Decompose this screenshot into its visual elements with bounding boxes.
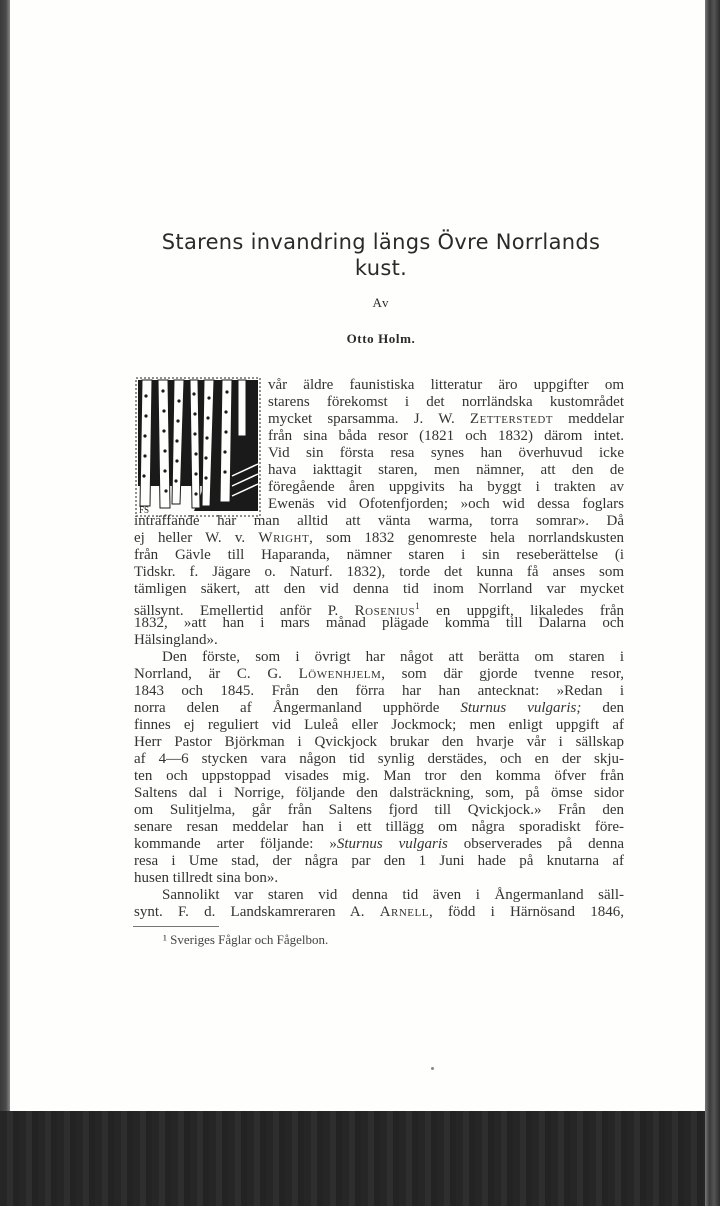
text-line: [134, 785, 624, 802]
author-reference: Zetterstedt: [469, 411, 554, 427]
text-segment: meddelar: [553, 411, 624, 427]
author-reference: Löwenhjelm: [298, 666, 382, 682]
text-segment: tämligen säkert, att den vid denna tid inom Norrland var mycket: [134, 581, 624, 597]
author-reference: Arnell: [379, 904, 429, 920]
text-segment: ten och uppstoppad visades mig. Man tror den komma öfver från: [134, 768, 624, 784]
text-segment: starens förekomst i det norrländska kustområdet: [268, 394, 624, 410]
text-line: [134, 530, 624, 547]
scan-edge-left: [0, 0, 10, 1111]
text-line: [134, 700, 624, 717]
text-segment: Vid sin första resa synes han överhuvud icke: [268, 445, 624, 461]
footnote-marker: 1: [415, 601, 420, 611]
text-segment: den: [581, 700, 624, 716]
article-title-continued: kust.: [354, 256, 408, 280]
text-line: [134, 564, 624, 581]
author-reference: Rosenius: [354, 603, 416, 619]
text-segment: Norrland, är C. G.: [134, 666, 299, 682]
text-segment: husen tillredt sina bon».: [134, 870, 279, 886]
article-body: [134, 377, 624, 921]
text-segment: ej heller W. v.: [134, 530, 259, 546]
text-segment: norra delen af Ångermanland upphörde: [134, 700, 461, 716]
text-segment: senare resan meddelar han i ett tillägg om några sporadiskt före-: [134, 819, 624, 835]
text-segment: föregående åren uppgivits ha byggt i trakten av: [268, 479, 624, 495]
species-name: Sturnus vulgaris: [336, 836, 448, 852]
text-line: [134, 445, 624, 462]
byline-prefix: Av: [372, 295, 390, 310]
text-segment: synt. F. d. Landskamreraren A.: [134, 904, 380, 920]
svg-text:FS: FS: [139, 505, 150, 515]
text-segment: en uppgift, likaledes från: [419, 603, 624, 619]
text-segment: vår äldre faunistiska litteratur äro uppgifter om: [268, 377, 624, 393]
text-line: [134, 377, 624, 394]
species-name: Sturnus vulgaris;: [460, 700, 582, 716]
text-line: [134, 870, 624, 887]
text-segment: , född i Härnösand 1846,: [428, 904, 624, 920]
text-line: [134, 751, 624, 768]
text-line: [134, 513, 624, 530]
text-line: [134, 462, 624, 479]
text-segment: Hälsingland».: [134, 632, 218, 648]
text-line: [134, 581, 624, 598]
text-segment: 1843 och 1845. Från den förra har han antecknat: »Redan i: [134, 683, 624, 699]
text-segment: observerades på denna: [447, 836, 624, 852]
text-segment: 1832, »att han i mars månad plägade komma till Dalarna och: [134, 615, 624, 631]
text-segment: hava iakttagit staren, men nämner, att den de: [268, 462, 624, 478]
author-reference: Wright: [258, 530, 310, 546]
text-line: [134, 819, 624, 836]
text-line: [134, 836, 624, 853]
text-line: [134, 394, 624, 411]
text-line: [134, 768, 624, 785]
text-segment: från Gävle till Haparanda, nämner staren i sin reseberättelse (i: [134, 547, 624, 563]
text-segment: Herr Pastor Björkman i Qvickjock brukar den hvarje vår i sällskap: [134, 734, 624, 750]
text-line: [134, 479, 624, 496]
text-segment: kommande arter följande: »: [134, 836, 337, 852]
text-line: [134, 666, 624, 683]
text-segment: Tidskr. f. Jägare o. Naturf. 1832), torde det kunna få anses som: [134, 564, 624, 580]
text-segment: Ewenäs vid Ofotenfjorden; »och wid dessa foglars: [268, 496, 624, 512]
text-line: [134, 598, 624, 619]
text-line: [134, 411, 624, 428]
text-line: [134, 887, 624, 904]
scan-speck: [431, 1067, 434, 1070]
text-segment: af 4—6 stycken vara någon tid synlig derstädes, och en der skju-: [134, 751, 624, 767]
footnote: ¹ Sveriges Fåglar och Fågelbon.: [163, 932, 329, 947]
text-line: [134, 683, 624, 700]
article-title: Starens invandring längs Övre Norrlands: [161, 230, 601, 254]
footnote-divider: [133, 926, 219, 927]
text-segment: resa i Ume stad, der några par den 1 Juni hade på knutarna af: [134, 853, 624, 869]
text-line: [134, 904, 624, 921]
text-segment: sällsynt. Emellertid anför P.: [134, 603, 355, 619]
text-line: [134, 632, 624, 649]
text-segment: inträffande har man alltid att vänta warma, torra somrar». Då: [134, 513, 624, 529]
scan-edge-right: [705, 0, 720, 1206]
text-line: [134, 717, 624, 734]
text-line: [134, 853, 624, 870]
text-segment: Sannolikt var staren vid denna tid även i Ångermanland säll-: [162, 887, 624, 903]
text-line: [134, 496, 624, 513]
text-line: [134, 802, 624, 819]
text-line: [134, 649, 624, 666]
text-segment: från sina båda resor (1821 och 1832) därom intet.: [268, 428, 624, 444]
text-line: [134, 734, 624, 751]
text-segment: mycket sparsamma. J. W.: [268, 411, 470, 427]
text-segment: finnes ej reguliert vid Luleå eller Jockmock; men enligt uppgift af: [134, 717, 624, 733]
text-line: [134, 428, 624, 445]
author-name: Otto Holm.: [346, 331, 416, 346]
text-segment: , som där gjorde tvenne resor,: [381, 666, 624, 682]
text-line: [134, 615, 624, 632]
text-segment: Den förste, som i övrigt har något att berätta om staren i: [162, 649, 624, 665]
text-line: [134, 547, 624, 564]
text-segment: , som 1832 genomreste hela norrlandskusten: [309, 530, 624, 546]
text-segment: Saltens dal i Norrige, följande den dalsträckning, som, på ömse sidor: [134, 785, 624, 801]
text-segment: om Sulitjelma, går från Saltens fjord till Qvickjock.» Från den: [134, 802, 624, 818]
scan-edge-bottom: [0, 1111, 705, 1206]
